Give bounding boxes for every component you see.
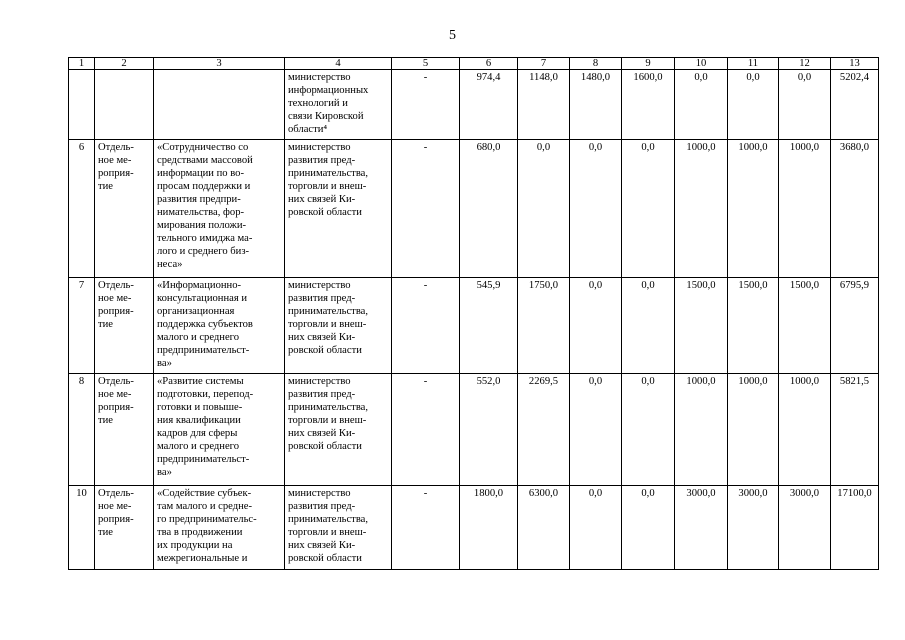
value-col12: 3000,0: [779, 486, 831, 570]
header-cell: 7: [518, 58, 570, 70]
event-title: «Сотрудничество со средствами массовой информации по во- просам поддержки и развития предпри- нимательства, фор- мирования положи- тельного имиджа ма- лого и среднего биз- неса»: [154, 140, 285, 278]
header-cell: 1: [69, 58, 95, 70]
value-col10: 1000,0: [675, 374, 728, 486]
value-col11: 3000,0: [728, 486, 779, 570]
table-row: [69, 140, 879, 278]
value-col10: 1000,0: [675, 140, 728, 278]
value-col7: 1148,0: [518, 70, 570, 140]
header-cell: 6: [460, 58, 518, 70]
table-row: [69, 70, 879, 140]
row-number: 6: [69, 140, 95, 278]
header-cell: 12: [779, 58, 831, 70]
header-cell: 4: [285, 58, 392, 70]
executor: министерство развития пред- принимательства, торговли и внеш- них связей Ки- ровской области: [285, 374, 392, 486]
value-col6: 545,9: [460, 278, 518, 374]
event-title: «Развитие системы подготовки, перепод- готовки и повыше- ния квалификации кадров для сферы малого и среднего предпринимательст- ва»: [154, 374, 285, 486]
executor: министерство развития пред- принимательства, торговли и внеш- них связей Ки- ровской области: [285, 140, 392, 278]
executor: министерство развития пред- принимательства, торговли и внеш- них связей Ки- ровской области: [285, 486, 392, 570]
value-col6: 552,0: [460, 374, 518, 486]
header-cell: 2: [95, 58, 154, 70]
event-title: «Информационно- консультационная и организационная поддержка субъектов малого и среднего предпринимательст- ва»: [154, 278, 285, 374]
executor: министерство развития пред- принимательства, торговли и внеш- них связей Ки- ровской области: [285, 278, 392, 374]
value-col7: 1750,0: [518, 278, 570, 374]
value-col5: -: [392, 140, 460, 278]
value-col12: 1000,0: [779, 374, 831, 486]
value-col6: 974,4: [460, 70, 518, 140]
value-col13: 6795,9: [831, 278, 879, 374]
value-col12: 1500,0: [779, 278, 831, 374]
value-col9: 0,0: [622, 140, 675, 278]
value-col9: 1600,0: [622, 70, 675, 140]
value-col8: 0,0: [570, 374, 622, 486]
value-col8: 1480,0: [570, 70, 622, 140]
row-number: 8: [69, 374, 95, 486]
value-col8: 0,0: [570, 486, 622, 570]
header-cell: 13: [831, 58, 879, 70]
value-col6: 680,0: [460, 140, 518, 278]
header-cell: 8: [570, 58, 622, 70]
budget-table: [68, 57, 879, 570]
event-type: Отдель- ное ме- роприя- тие: [95, 374, 154, 486]
value-col13: 5821,5: [831, 374, 879, 486]
header-cell: 3: [154, 58, 285, 70]
value-col10: 3000,0: [675, 486, 728, 570]
event-type: Отдель- ное ме- роприя- тие: [95, 486, 154, 570]
value-col11: 0,0: [728, 70, 779, 140]
value-col9: 0,0: [622, 374, 675, 486]
value-col11: 1000,0: [728, 374, 779, 486]
value-col12: 0,0: [779, 70, 831, 140]
value-col9: 0,0: [622, 278, 675, 374]
value-col11: 1000,0: [728, 140, 779, 278]
value-col10: 0,0: [675, 70, 728, 140]
event-type: Отдель- ное ме- роприя- тие: [95, 140, 154, 278]
value-col8: 0,0: [570, 140, 622, 278]
value-col7: 2269,5: [518, 374, 570, 486]
event-title: «Содействие субъек- там малого и средне- го предпринимательс- тва в продвижении их продукции на межрегиональные и: [154, 486, 285, 570]
value-col13: 5202,4: [831, 70, 879, 140]
table-row: [69, 486, 879, 570]
value-col5: -: [392, 278, 460, 374]
header-cell: 5: [392, 58, 460, 70]
value-col7: 0,0: [518, 140, 570, 278]
table-row: [69, 278, 879, 374]
header-cell: 10: [675, 58, 728, 70]
row-number: [69, 70, 95, 140]
value-col7: 6300,0: [518, 486, 570, 570]
value-col5: -: [392, 486, 460, 570]
value-col5: -: [392, 374, 460, 486]
header-cell: 9: [622, 58, 675, 70]
event-title: [154, 70, 285, 140]
value-col5: -: [392, 70, 460, 140]
row-number: 10: [69, 486, 95, 570]
page-number: 5: [449, 28, 456, 43]
value-col10: 1500,0: [675, 278, 728, 374]
header-cell: 11: [728, 58, 779, 70]
executor: министерство информационных технологий и связи Кировской области⁴: [285, 70, 392, 140]
row-number: 7: [69, 278, 95, 374]
event-type: Отдель- ное ме- роприя- тие: [95, 278, 154, 374]
value-col8: 0,0: [570, 278, 622, 374]
header-row: [69, 58, 879, 70]
value-col12: 1000,0: [779, 140, 831, 278]
value-col6: 1800,0: [460, 486, 518, 570]
value-col11: 1500,0: [728, 278, 779, 374]
value-col13: 3680,0: [831, 140, 879, 278]
value-col13: 17100,0: [831, 486, 879, 570]
value-col9: 0,0: [622, 486, 675, 570]
table-row: [69, 374, 879, 486]
event-type: [95, 70, 154, 140]
